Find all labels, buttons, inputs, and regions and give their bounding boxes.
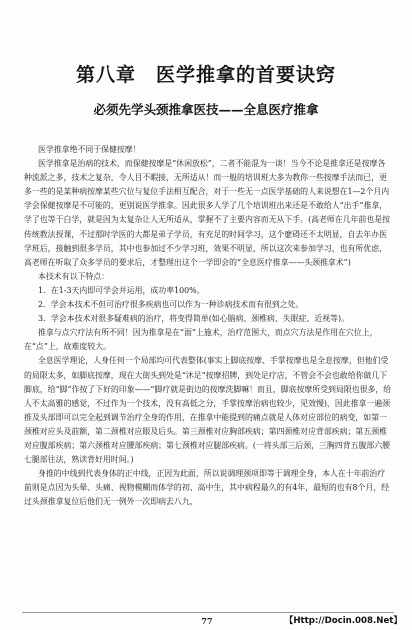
source-url: 【Http://Docin.008.Net】 (284, 616, 402, 626)
paragraph-heading: 医学推拿绝不同于保健按摩！ (38, 145, 141, 154)
feature-item-1: 1．在1-3天内即可学会并运用，成功率100%。 (38, 285, 205, 295)
paragraph: 全息医学理论，人身任何一个局部均可代表整体(事实上脚底按摩、手掌按摩也是全息按摩，但他们受的局限太多，如脚底按摩，现在大街头到处是“沐足”按摩招牌，到处足疗店，不管会不会也敢给你做几下脚底，给“脚”作按了下好的印象——“脚疗就是街边的按摩洗脚嘛！而且，脚底按摩所受到局限也很多，给人不太高雅的感觉，不过作为一个技术，没有高低之分，手掌按摩治病也较少，见效慢)，因此推拿一遍颈推及头部即可以完全起到调节治疗全身的作用，在推拿中能提到的痛点就是人体对应部位的病变，如第一颈椎对应头及前额，第二颈椎对应眼及后头。第三颈椎对应胸部疾病；第四颈椎对应背部疾病；第五颈椎对应腹部疾病；第六颈椎对应腰部疾病；第七颈椎对应腿部疾病。(一将头部三后颈，三胸四背五腹部六腰七腿部往法，熟读背好用时间。) (24, 356, 392, 465)
chapter-subtitle: 必须先学头颈推拿医技——全息医疗推拿 (93, 102, 319, 117)
feature-item-3: 3．学会本技术对很多疑难病的治疗，将变得简单(如心脑病、颈椎病、失眠症、近视等)。 (38, 314, 350, 324)
features-heading: 本技术有以下特点： (38, 271, 110, 281)
paragraph: 身推的中线到代表身体的正中线，正因为此面，所以说调理颈项即等于调理全身，本人在十年前治疗前则是点因为头晕、头痛、视物模糊而体学的初、高中生，其中病程最久的有4年，最短的也有8个月，经过头颈推拿复位后他们无一例外一次即病去八九， (24, 469, 390, 507)
page-number: 77 (201, 616, 213, 626)
paragraph: 医学推拿是治病的技术，而保健按摩是“休闲放松”，二者不能混为一谈！当今不论是推拿还是按摩各种流派之多，技术之复杂，令人目不暇接，无所适从！而一般的培训班大多为教你一些按摩手法而已，更多一些的是某种病按摩某些穴位与复位手法相互配合，对于一些无一点医学基础的人来说想在1—2个月内学会保健按摩是不可能的，更别说医学推拿。因此很多人学了几个培训班出来还是不敢给人“出手”推拿，学了也等于白学，就是因为太复杂让人无所适从，掌握不了主要内容而无从下手。(高老师在几年前也是按传统教法授课，不过那时学医的大都是弟子学员，有充足的时间学习，这个麽碍还不太明显，自去年办医学班后，接触到很多学员，其中也参加过不少学习班，效果不明显，所以这次来参加学习，也有所优虑，高老师在听取了众多学员的要求后，才整理出这个一学即会的“全息医疗推拿——头颈推拿术”) (24, 159, 391, 267)
body-text (24, 143, 392, 509)
chapter-title: 第八章 医学推拿的首要诀窍 (75, 64, 336, 86)
feature-item-2: 2．学会本技术不但可治疗很多疾病也可以作为一种诊病技术而有很到之处。 (38, 300, 304, 310)
footer-divider (22, 612, 394, 613)
paragraph: 推拿与点穴疗法有所不同！因为推拿是在“面”上施术，治疗范围大，而点穴方法是作用在穴位上，在“点”上，故难度较大。 (24, 328, 378, 352)
